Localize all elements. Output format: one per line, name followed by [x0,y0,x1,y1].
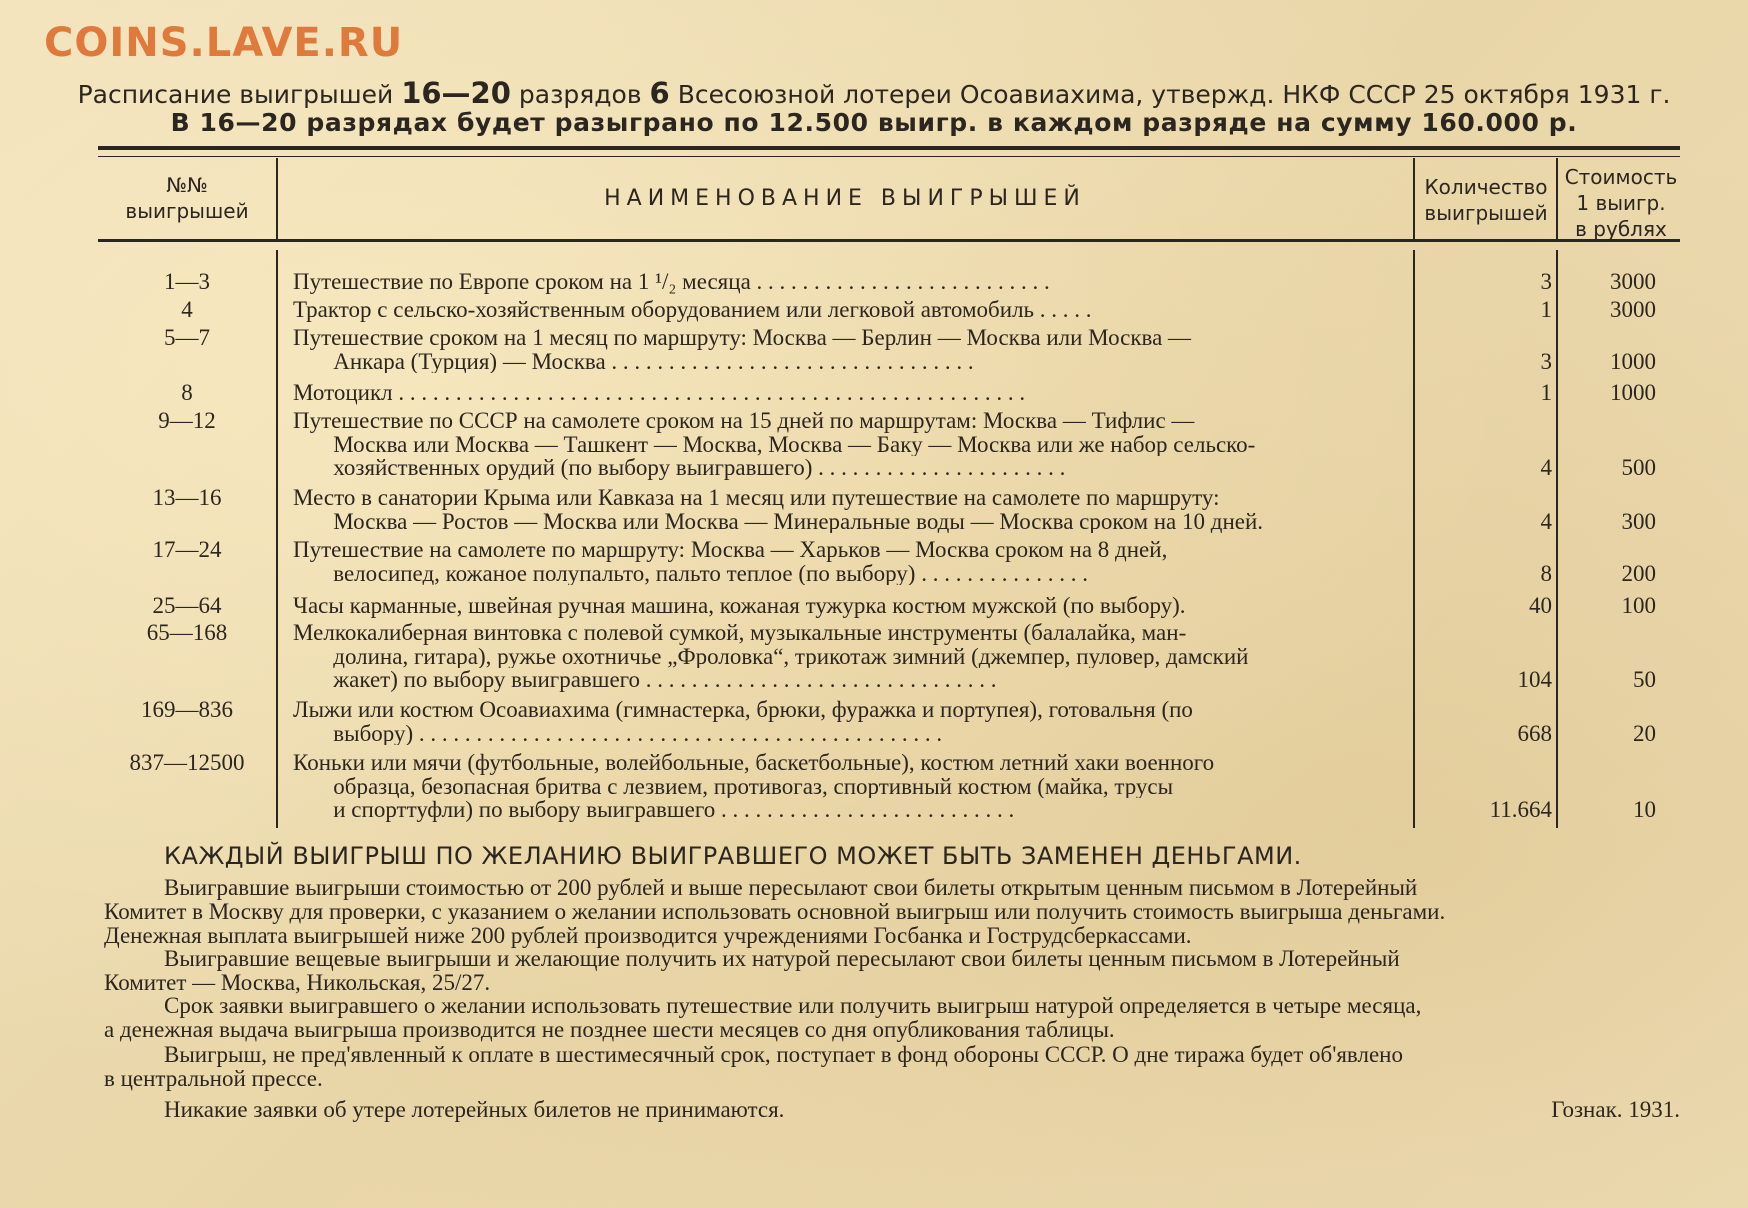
description-line: Москва — Ростов — Москва или Москва — Минеральные воды — Москва сроком на 10 дней. [293,509,1264,533]
description-line: и спорттуфли) по выбору выигравшего . . . . . . . . . . . . . . . . . . . . . . . . . . [293,798,1015,822]
prize-cost: 10 [1633,797,1656,822]
paragraph-line: Комитет в Москву для проверки, с указанием о желании использовать основной выигрыш или получить стоимость выигрыша деньгами. [104,899,1446,924]
header-line: 1 выигр. [1576,191,1666,215]
title-text: Расписание выигрышей [77,80,394,109]
prize-cost: 1000 [1610,348,1656,374]
title-ranks: 16—20 [401,76,511,110]
header-line: №№ [166,173,208,197]
description-line: долина, гитара), ружье охотничье „Фроловка“, трикотаж зимний (джемпер, пуловер, дамский [293,644,1249,668]
prize-number: 13—16 [152,485,222,510]
description-line: хозяйственных орудий (по выбору выигравшего) . . . . . . . . . . . . . . . . . . . . . . [293,456,1066,480]
column-header-num [108,172,266,224]
rule-paragraph [104,876,1689,948]
prize-description [293,298,1399,322]
prize-count: 4 [1540,455,1552,480]
description-line: Место в санатории Крыма или Кавказа на 1 месяц или путешествие на самолете по маршруту: [293,486,1220,510]
column-divider [1413,250,1415,828]
description-line: Путешествие сроком на 1 месяц по маршруту: Москва — Берлин — Москва или Москва — [293,326,1192,350]
paragraph-line: Денежная выплата выигрышей ниже 200 рублей производится учреждениями Госбанка и Гострудсберкассами. [104,923,1192,948]
printer-mark: Гознак. 1931. [1551,1097,1680,1122]
column-divider [276,158,278,240]
prize-description [293,409,1399,480]
page-title [0,76,1748,110]
header-line: в рублях [1575,217,1667,241]
paragraph-line: а денежная выдача выигрыша производится не позднее шести месяцев со дня опубликования таблицы. [104,1017,1115,1042]
header-line: выигрышей [125,199,249,223]
cash-replacement-notice: КАЖДЫЙ ВЫИГРЫШ ПО ЖЕЛАНИЮ ВЫИГРАВШЕГО МОЖЕТ БЫТЬ ЗАМЕНЕН ДЕНЬГАМИ. [164,842,1302,870]
prize-number: 169—836 [141,697,233,722]
prize-number: 25—64 [152,593,222,618]
title-text: Всесоюзной лотереи Осоавиахима, утвержд. НКФ СССР 25 октября 1931 г. [677,80,1671,109]
prize-number: 65—168 [146,620,228,645]
prize-count: 40 [1529,593,1552,618]
page-subtitle: В 16—20 разрядах будет разыграно по 12.500 выигр. в каждом разряде на сумму 160.000 р. [170,108,1578,137]
prize-number: 837—12500 [129,750,245,775]
description-line: Лыжи или костюм Осоавиахима (гимнастерка, брюки, фуражка и портупея), готовальня (по [293,698,1193,722]
description-line: Коньки или мячи (футбольные, волейбольные, баскетбольные), костюм летний хаки военного [293,751,1215,775]
paragraph-line: Выигравшие вещевые выигрыши и желающие получить их натурой пересылают свои билеты ценным письмом в Лотерейный [164,946,1400,971]
top-rule [98,146,1680,150]
prize-count: 3 [1540,348,1552,374]
title-lottery-number: 6 [649,76,670,110]
description-line: Трактор с сельско-хозяйственным оборудованием или легковой автомобиль . . . . . [293,298,1092,322]
top-rule-thin [98,156,1680,157]
description-line: велосипед, кожаное полупальто, пальто теплое (по выбору) . . . . . . . . . . . . . . . [293,561,1088,585]
description-line: Путешествие на самолете по маршруту: Москва — Харьков — Москва сроком на 8 дней, [293,538,1168,562]
prize-cost: 3000 [1610,297,1656,322]
column-header-count [1416,174,1556,226]
description-line: образца, безопасная бритва с лезвием, противогаз, спортивный костюм (майка, трусы [293,774,1174,798]
prize-description [293,698,1399,745]
prize-count: 1 [1540,297,1552,322]
prize-count: 8 [1540,560,1552,586]
prize-number: 1—3 [164,269,210,294]
column-divider [1413,158,1415,240]
prize-cost: 50 [1633,667,1656,692]
description-line: Мелкокалиберная винтовка с полевой сумкой, музыкальные инструменты (балалайка, ман- [293,621,1187,645]
prize-cost: 1000 [1610,380,1656,405]
prize-cost: 20 [1633,720,1656,746]
prize-cost: 3000 [1610,269,1656,294]
prize-description [293,381,1399,405]
prize-description [293,594,1399,618]
rule-paragraph [104,947,1689,995]
watermark: COINS.LAVE.RU [44,20,404,66]
prize-number: 4 [181,297,193,322]
header-line: Стоимость [1564,165,1678,189]
prize-number: 5—7 [164,325,210,350]
description-line: Анкара (Турция) — Москва . . . . . . . . . . . . . . . . . . . . . . . . . . . . . . . . [293,349,974,373]
prize-count: 668 [1517,720,1552,746]
description-line: Мотоцикл . . . . . . . . . . . . . . . . . . . . . . . . . . . . . . . . . . . . . . . . . . . . . . . . . . . . . . . [293,381,1026,405]
prize-description [293,326,1399,373]
description-line: жакет) по выбору выигравшего . . . . . . . . . . . . . . . . . . . . . . . . . . . . . . . [293,668,997,692]
paragraph-line: Срок заявки выигравшего о желании использовать путешествие или получить выигрыш натурой определяется в четыре месяца, [164,993,1422,1018]
header-line: выигрышей [1424,201,1548,225]
column-header-cost [1560,164,1682,242]
prize-cost: 500 [1621,455,1656,480]
column-divider [1556,158,1558,240]
prize-description [293,751,1399,822]
prize-cost: 300 [1621,508,1656,534]
header-rule [98,239,1680,242]
prize-number: 9—12 [158,408,216,433]
prize-description [293,538,1399,585]
prize-number: 8 [181,380,193,405]
description-line: Путешествие по СССР на самолете сроком на 15 дней по маршрутам: Москва — Тифлис — [293,409,1195,433]
prize-cost: 100 [1621,593,1656,618]
description-line: Путешествие по Европе сроком на 1 ¹/₂ месяца . . . . . . . . . . . . . . . . . . . . . . . . . . [293,270,1050,294]
prize-cost: 200 [1621,560,1656,586]
paragraph-line: Выигравшие выигрыши стоимостью от 200 рублей и выше пересылают свои билеты открытым ценным письмом в Лотерейный [164,875,1418,900]
prize-description [293,270,1399,294]
description-line: Москва или Москва — Ташкент — Москва, Москва — Баку — Москва или же набор сельско- [293,432,1256,456]
prize-count: 4 [1540,508,1552,534]
description-line: Часы карманные, швейная ручная машина, кожаная тужурка костюм мужской (по выбору). [293,594,1186,618]
footer-note: Никакие заявки об утере лотерейных билетов не принимаются. [164,1097,785,1122]
paragraph-line: в центральной прессе. [104,1066,323,1091]
rule-paragraph [104,1043,1689,1091]
rule-paragraph [104,994,1689,1042]
prize-description [293,621,1399,692]
column-divider [276,250,278,828]
header-line: Количество [1424,175,1548,199]
title-text: разрядов [518,80,642,109]
prize-number: 17—24 [152,537,222,562]
prize-description [293,486,1399,533]
prize-count: 1 [1540,380,1552,405]
paragraph-line: Выигрыш, не пред'явленный к оплате в шестимесячный срок, поступает в фонд обороны СССР. О дне тиража будет об'явлено [164,1042,1403,1067]
prize-count: 3 [1540,269,1552,294]
paragraph-line: Комитет — Москва, Никольская, 25/27. [104,970,491,995]
column-header-name: НАИМЕНОВАНИЕ ВЫИГРЫШЕЙ [604,186,1086,211]
description-line: выбору) . . . . . . . . . . . . . . . . . . . . . . . . . . . . . . . . . . . . . . . . . . . . . . [293,721,943,745]
prize-count: 104 [1517,667,1552,692]
column-divider [1556,250,1558,828]
prize-count: 11.664 [1489,797,1552,822]
